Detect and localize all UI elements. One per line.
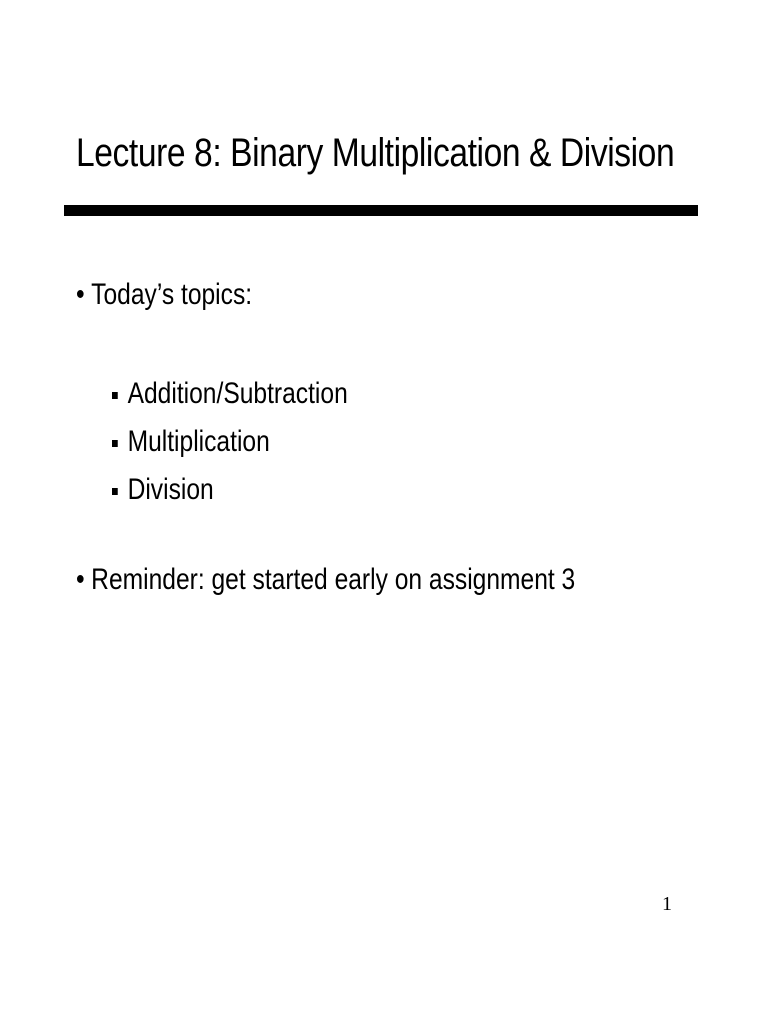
- slide-title: Lecture 8: Binary Multiplication & Division: [76, 131, 675, 175]
- bullet-marker: •: [76, 278, 85, 311]
- square-bullet-icon: [112, 392, 118, 399]
- sub-item-label: Division: [127, 473, 214, 506]
- sub-item-label: Multiplication: [127, 425, 270, 458]
- sub-item-addition-subtraction: [112, 370, 348, 418]
- title-divider: [64, 205, 698, 216]
- page-number: 1: [662, 893, 672, 915]
- bullet-text: Today’s topics:: [91, 278, 253, 311]
- bullet-text: Reminder: get started early on assignment 3: [91, 563, 576, 596]
- square-bullet-icon: [112, 488, 118, 495]
- bullet-topics: [76, 277, 252, 313]
- sub-item-multiplication: [112, 418, 348, 466]
- square-bullet-icon: [112, 440, 118, 447]
- bullet-marker: •: [76, 563, 85, 596]
- topics-sub-list: [112, 370, 400, 514]
- sub-item-label: Addition/Subtraction: [127, 377, 348, 410]
- bullet-reminder: [76, 562, 575, 598]
- sub-item-division: [112, 466, 348, 514]
